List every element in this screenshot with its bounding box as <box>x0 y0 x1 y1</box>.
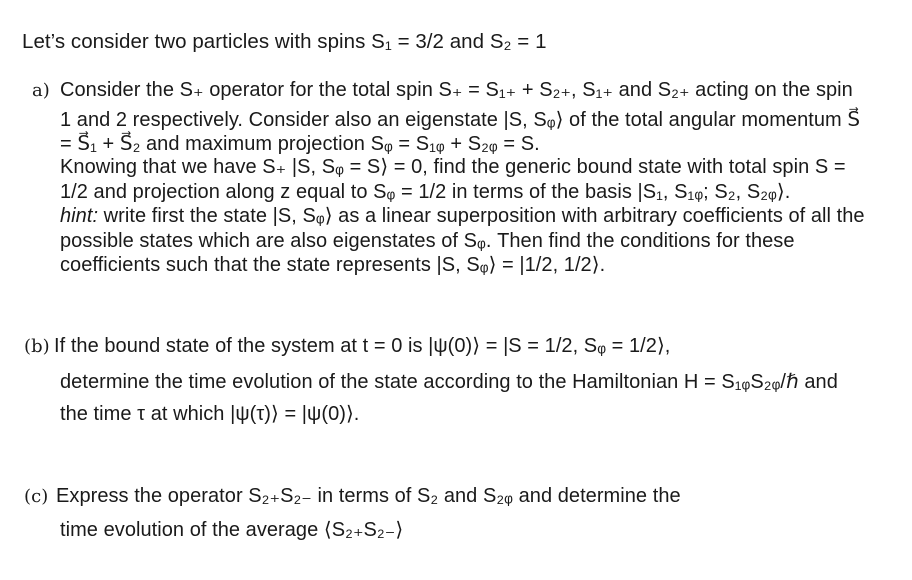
part-a-hint-line <box>60 204 865 228</box>
part-c-line-2: time evolution of the average ⟨S₂₊S₂₋⟩ <box>60 519 404 541</box>
part-c-line-1: Express the operator S₂₊S₂₋ in terms of S₂ and S₂ᵩ and determine the <box>56 485 681 507</box>
hint-prefix: hint: <box>60 205 99 227</box>
part-b-line-1: If the bound state of the system at t = 0 is |ψ(0)⟩ = |S = 1/2, Sᵩ = 1/2⟩, <box>54 335 671 357</box>
hint-text: write first the state |S, Sᵩ⟩ as a linear superposition with arbitrary coefficients of all the <box>98 205 865 227</box>
part-b-line-2: determine the time evolution of the state according to the Hamiltonian H = S₁ᵩS₂ᵩ/ℏ and <box>60 371 838 393</box>
intro-line: Let’s consider two particles with spins S₁ = 3/2 and S₂ = 1 <box>22 30 547 53</box>
part-b-line-3: the time τ at which |ψ(τ)⟩ = |ψ(0)⟩. <box>60 403 360 425</box>
part-a-line-4: Knowing that we have S₊ |S, Sᵩ = S⟩ = 0, find the generic bound state with total spin S = <box>60 156 846 178</box>
part-a-line-5: 1/2 and projection along z equal to Sᵩ = 1/2 in terms of the basis |S₁, S₁ᵩ; S₂, S₂ᵩ⟩. <box>60 181 791 203</box>
part-c-label: (c) <box>24 486 49 507</box>
part-a-line-3: = S⃗₁ + S⃗₂ and maximum projection Sᵩ = S₁ᵩ + S₂ᵩ = S. <box>60 133 540 155</box>
part-a-line-1: Consider the S₊ operator for the total spin S₊ = S₁₊ + S₂₊, S₁₊ and S₂₊ acting on the spin <box>60 79 853 101</box>
part-a-label: a) <box>32 80 50 101</box>
part-b-label: (b) <box>24 336 50 357</box>
part-a-line-2: 1 and 2 respectively. Consider also an eigenstate |S, Sᵩ⟩ of the total angular momentum S⃗ <box>60 109 861 131</box>
part-a-line-8: coefficients such that the state represents |S, Sᵩ⟩ = |1/2, 1/2⟩. <box>60 254 606 276</box>
part-a-line-7: possible states which are also eigenstates of Sᵩ. Then find the conditions for these <box>60 230 795 252</box>
